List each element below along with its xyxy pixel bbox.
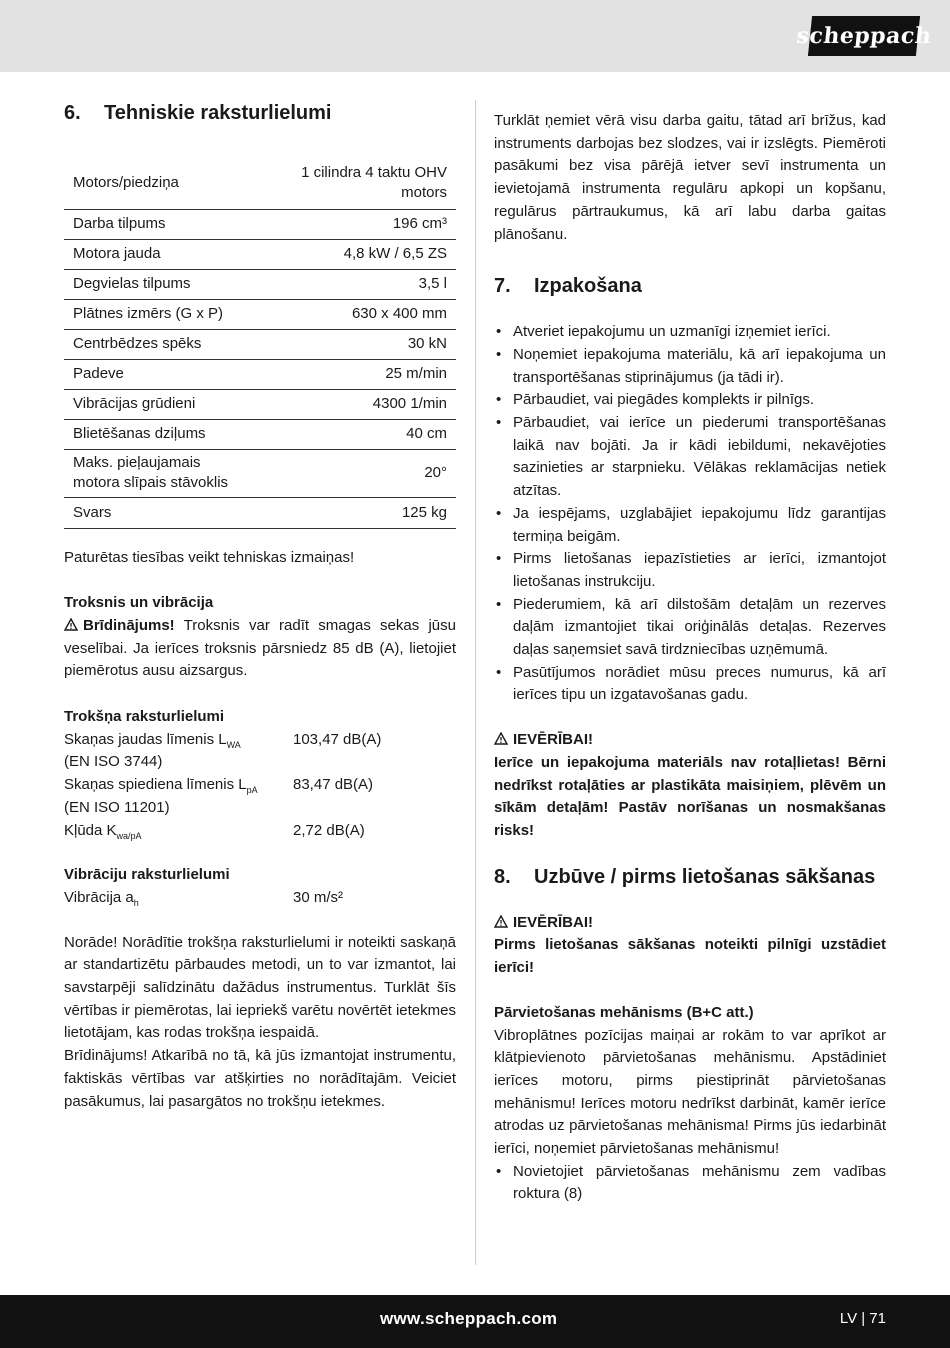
warning-paragraph: Brīdinājums! Atkarībā no tā, kā jūs izmantojat instrumentu, faktiskās vērtības var atšķirties no norādītajām. Veiciet pasākumus, lai pasargātos no trokšņu ietekmes. — [64, 1047, 456, 1110]
attention-1-text: Ierīce un iepakojuma materiāls nav rotaļlietas! Bērni nedrīkst rotaļāties ar plastikāta maisiņiem, plēvēm un sīkām detaļām! Pastāv norīšanas un nosmakšanas risks! — [494, 753, 886, 839]
page-number: LV | 71 — [839, 1310, 886, 1327]
left-column — [64, 100, 456, 1113]
k-value: 2,72 dB(A) — [293, 821, 365, 839]
list-item: • Pasūtījumos norādiet mūsu preces numurus, kā arī ierīces tipu un izgatavošanas gadu. — [494, 662, 886, 707]
spec-value: 20° — [265, 449, 456, 497]
header-bar — [0, 0, 950, 72]
spec-value: 40 cm — [265, 419, 456, 449]
list-item: • Ja iespējams, uzglabājiet iepakojumu līdz garantijas termiņa beigām. — [494, 503, 886, 548]
spec-value — [265, 158, 456, 209]
vib-value: 30 m/s² — [293, 888, 344, 906]
warning-text: Troksnis var radīt smagas sekas jūsu veselībai. Ja ierīces troksnis pārsniedz 85 dB (A), lietojiet piemērotus ausu aizsargus. — [64, 616, 456, 680]
list-item: • Noņemiet iepakojuma materiālu, kā arī iepakojuma un transportēšanas stiprinājumus (ja tādi ir). — [494, 344, 886, 389]
spec-value: 4300 1/min — [265, 389, 456, 419]
table-row — [64, 158, 456, 209]
table-row — [64, 359, 456, 389]
table-row — [64, 497, 456, 528]
noise-warning — [64, 615, 456, 683]
section-8-heading — [494, 864, 886, 890]
section-title: Uzbūve / pirms lietošanas sākšanas — [534, 865, 876, 888]
warning-icon — [64, 618, 78, 631]
footer-bar — [0, 1295, 950, 1348]
lpa-label-text: Skaņas spiediena līmenis L — [64, 776, 247, 794]
list-item: • Pārbaudiet, vai ierīce un piederumi transportēšanas laikā nav bojāti. Ja ir kādi iebildumi, nekavējoties sazinieties ar starpnieku. Vēlākas reklamācijas netiek atzītas. — [494, 412, 886, 503]
spec-label-line: motora slīpais stāvoklis — [73, 474, 229, 491]
vib-label — [64, 887, 293, 910]
spec-label: Vibrācijas grūdieni — [64, 389, 265, 419]
table-row — [64, 299, 456, 329]
warning-icon — [494, 732, 508, 745]
spec-label: Plātnes izmērs (G x P) — [64, 299, 265, 329]
lpa-label — [64, 774, 293, 797]
vib-heading: Vibrāciju raksturlielumi — [64, 866, 230, 884]
vib-row — [64, 887, 456, 910]
spec-label-line: Maks. pieļaujamais — [73, 454, 201, 471]
spec-value-line: motors — [401, 184, 447, 202]
section-number: 7. — [494, 275, 511, 298]
transport-heading: Pārvietošanas mehānisms (B+C att.) — [494, 1003, 754, 1021]
lpa-standard: (EN ISO 11201) — [64, 798, 170, 816]
transport-paragraph: Vibroplātnes pozīcijas maiņai ar rokām to var aprīkot ar klātpievienoto pārvietošanas mehānismu. Apstādiniet ierīces motoru, pirms piestiprināt pārvietošanas mehānismu! Ierīces motoru nedrīkst darbināt, kamēr ierīce atrodas uz pārvietošanas mehānisma! Pirms jūs iedarbināt ierīci, noņemiet pārvietošanas mehānismu! — [494, 1026, 886, 1158]
list-item: • Novietojiet pārvietošanas mehānismu zem vadības roktura (8) — [494, 1161, 886, 1206]
vib-label-text: Vibrācija a — [64, 888, 134, 906]
unpack-list — [494, 321, 886, 707]
right-column — [494, 110, 886, 1206]
lpa-subscript: pA — [246, 785, 258, 796]
lwa-label — [64, 729, 293, 752]
note-paragraph: Norāde! Norādītie trokšņa raksturlielumi ir noteikti saskaņā ar standartizētu pārbaudes metodi, un to var izmantot, lai savstarpēji salīdzinātu dažādus instrumentus. Turklāt šīs vērtības ir piemērotas, lai iepriekš varētu novērtēt ietekmes lietotājam, kas rodas trokšņa iespaidā. — [64, 933, 456, 1042]
website-link[interactable]: www.scheppach.com — [380, 1309, 558, 1328]
spec-label: Centrbēdzes spēks — [64, 329, 265, 359]
attention-1-label — [494, 729, 886, 752]
reserve-note: Paturētas tiesības veikt tehniskas izmaiņas! — [64, 548, 355, 566]
spec-value: 30 kN — [265, 329, 456, 359]
lpa-row — [64, 774, 456, 797]
spec-value: 4,8 kW / 6,5 ZS — [265, 239, 456, 269]
list-item: • Piederumiem, kā arī dilstošām detaļām un rezerves daļām izmantojiet tikai oriģinālās detaļas. Rezerves daļas saņemsiet savā tirdzniecības uzņēmumā. — [494, 594, 886, 662]
spec-label: Padeve — [64, 359, 265, 389]
section-7-heading — [494, 273, 886, 299]
spec-table — [64, 158, 456, 529]
lwa-row — [64, 729, 456, 752]
noise-heading: Troksnis un vibrācija — [64, 594, 214, 612]
spec-value: 196 cm³ — [265, 209, 456, 239]
section-number: 8. — [494, 865, 511, 888]
lwa-value: 103,47 dB(A) — [293, 730, 382, 748]
spec-value: 3,5 l — [265, 269, 456, 299]
noise-char-heading: Trokšņa raksturlielumi — [64, 708, 225, 726]
spec-label: Degvielas tilpums — [64, 269, 265, 299]
k-label-text: Kļūda K — [64, 821, 117, 839]
spec-label — [64, 449, 265, 497]
section-title: Tehniskie raksturlielumi — [104, 102, 332, 124]
warning-icon — [494, 915, 508, 928]
k-row — [64, 820, 456, 843]
attention-text: IEVĒRĪBAI! — [513, 731, 594, 749]
lwa-label-text: Skaņas jaudas līmenis L — [64, 730, 227, 748]
k-label — [64, 820, 293, 843]
spec-label: Blietēšanas dziļums — [64, 419, 265, 449]
spec-label: Motora jauda — [64, 239, 265, 269]
brand-logo: scheppach — [808, 16, 920, 56]
k-subscript: wa/pA — [116, 830, 142, 841]
list-item: • Pārbaudiet, vai piegādes komplekts ir pilnīgs. — [494, 389, 886, 412]
list-item: • Atveriet iepakojumu un uzmanīgi izņemiet ierīci. — [494, 321, 886, 344]
spec-value-line: 1 cilindra 4 taktu OHV — [301, 164, 447, 182]
attention-text: IEVĒRĪBAI! — [513, 913, 594, 931]
warning-label: Brīdinājums! — [83, 616, 175, 634]
intro-paragraph: Turklāt ņemiet vērā visu darba gaitu, tātad arī brīžus, kad instruments darbojas bez slodzes, vai ir izslēgts. Piemēroti pasākumi bez visa pārējā ietver sevī instrumenta un ievietojamā instrumenta regulāru apkopi un kopšanu, regulārus pārtraukumus, kā arī labu darba gaitas plānošanu. — [494, 112, 886, 243]
transport-list — [494, 1161, 886, 1206]
table-row — [64, 269, 456, 299]
attention-2-text: Pirms lietošanas sākšanas noteikti pilnīgi uzstādiet ierīci! — [494, 936, 886, 977]
table-row — [64, 239, 456, 269]
vib-subscript: h — [133, 897, 139, 908]
spec-value: 25 m/min — [265, 359, 456, 389]
column-divider — [475, 100, 476, 1265]
spec-label: Darba tilpums — [64, 209, 265, 239]
table-row — [64, 209, 456, 239]
list-item: • Pirms lietošanas iepazīstieties ar ierīci, izmantojot lietošanas instrukciju. — [494, 548, 886, 593]
spec-value: 125 kg — [265, 497, 456, 528]
section-title: Izpakošana — [534, 275, 642, 298]
table-row — [64, 389, 456, 419]
section-6-heading — [64, 100, 456, 126]
section-number: 6. — [64, 102, 81, 124]
table-row — [64, 419, 456, 449]
spec-label: Svars — [64, 497, 265, 528]
spec-value: 630 x 400 mm — [265, 299, 456, 329]
spec-label: Motors/piedziņa — [64, 158, 265, 209]
table-row — [64, 449, 456, 497]
lpa-value: 83,47 dB(A) — [293, 776, 374, 794]
lwa-standard: (EN ISO 3744) — [64, 753, 163, 771]
table-row — [64, 329, 456, 359]
attention-2-label — [494, 912, 886, 935]
lwa-subscript: WA — [226, 739, 241, 750]
